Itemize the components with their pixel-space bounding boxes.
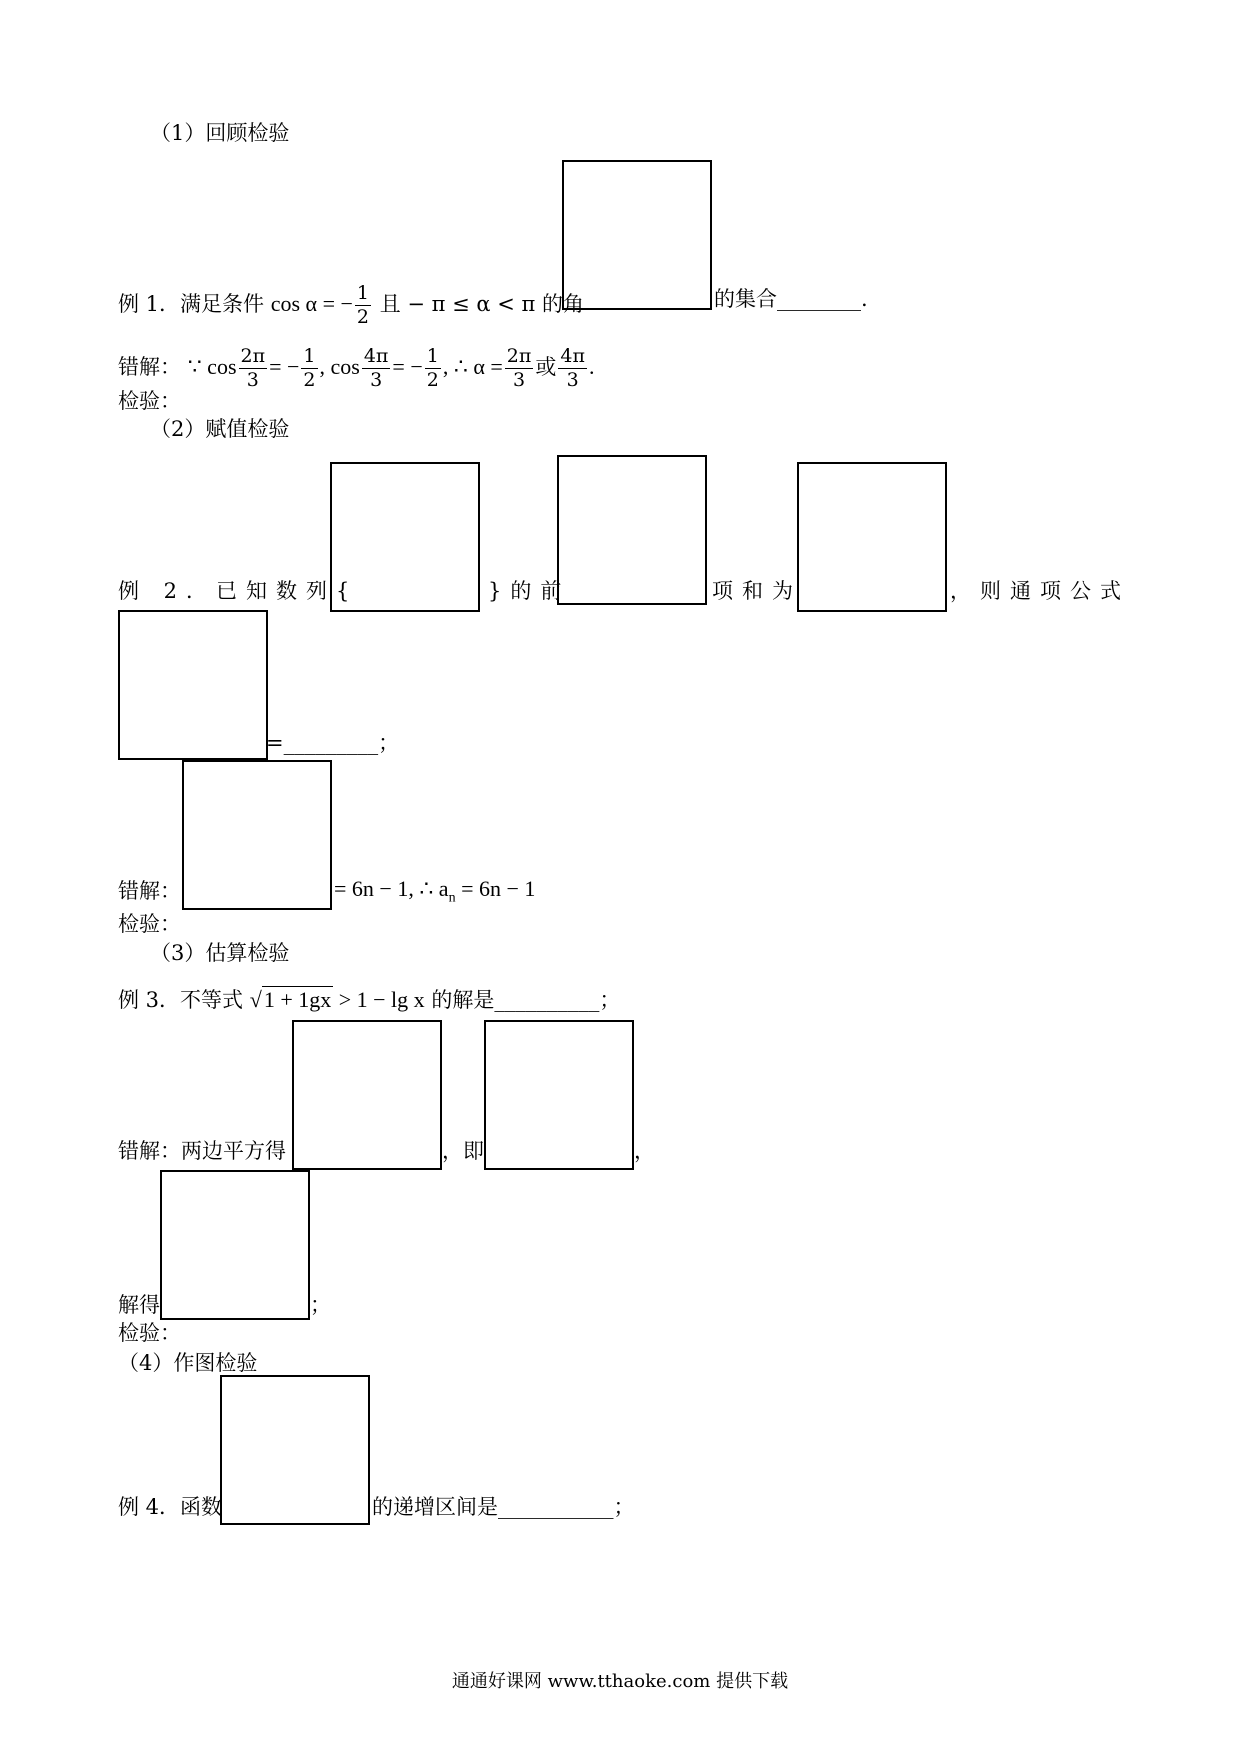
example-label: 例 3．不等式: [118, 988, 244, 1012]
math-expression: > 1 − lg x: [333, 987, 425, 1012]
math-expression: = 6n − 1, ∴ a: [334, 876, 449, 901]
example-4-tail: 的递增区间是___________；: [372, 1495, 635, 1519]
section-heading: （4）作图检验: [118, 1351, 258, 1375]
formula-image-box: [160, 1170, 310, 1320]
fraction: $\frac{4\pi}{3}$: [560, 345, 585, 391]
check-label: 检验：: [118, 912, 181, 936]
math-expression: , cos: [319, 354, 360, 379]
wrong-solution-2: [334, 876, 535, 911]
solve-label: 解得: [118, 1293, 160, 1317]
wrong-text: ，即: [442, 1139, 484, 1163]
math-expression: , ∴ α =: [442, 354, 503, 379]
example-3: [118, 986, 620, 1013]
wrong-label: 错解：: [118, 879, 181, 903]
example-1: [118, 282, 584, 329]
example-2-part: ，则通项公式: [950, 579, 1130, 603]
formula-image-box: [562, 160, 712, 310]
or-word: 或: [535, 355, 557, 379]
wrong-label: 错解：两边平方得: [118, 1139, 286, 1163]
wrong-label: 错解：: [118, 355, 181, 379]
example-text: 的解是__________；: [431, 988, 621, 1012]
page-footer: 通通好课网 www.tthaoke.com 提供下载: [451, 1671, 789, 1692]
math-expression: √1 + 1gx > 1 − lg x: [249, 987, 425, 1012]
math-expression: = −: [269, 354, 300, 379]
fraction: $\frac{2\pi}{3}$: [240, 345, 266, 391]
example-2-part: }的前: [488, 579, 571, 603]
math-expression: .: [588, 354, 595, 379]
formula-image-box: [182, 760, 332, 910]
fraction: $\frac{1}{2}$: [356, 282, 369, 328]
example-label: 例 1．满足条件: [118, 292, 265, 316]
solve-end: ；: [310, 1293, 331, 1317]
check-label: 检验：: [118, 1321, 181, 1345]
example-2-part: 项和为: [712, 579, 802, 603]
check-label: 检验：: [118, 389, 181, 413]
sqrt-content: 1 + 1gx: [263, 987, 332, 1012]
formula-image-box: [557, 455, 707, 605]
example-4-label: 例 4．函数: [118, 1495, 223, 1519]
example-2-tail: =_________；: [266, 731, 400, 755]
wrong-text: ，: [634, 1139, 655, 1163]
formula-image-box: [118, 610, 268, 760]
formula-image-box: [484, 1020, 634, 1170]
formula-image-box: [220, 1375, 370, 1525]
formula-image-box: [797, 462, 947, 612]
example-2-part: 例 2．已知数列{: [118, 579, 359, 603]
math-expression: = 6n − 1: [455, 876, 536, 901]
math-expression: ∵ cos: [187, 354, 237, 379]
fraction: $\frac{1}{2}$: [303, 345, 316, 391]
math-expression: = −: [392, 354, 423, 379]
math-expression: cos α = −: [270, 291, 353, 316]
example-text: 且 − π ≤ α < π 的角: [379, 292, 584, 316]
wrong-solution-1: [118, 345, 594, 392]
fraction: $\frac{2\pi}{3}$: [506, 345, 532, 391]
formula-image-box: [292, 1020, 442, 1170]
fraction: $\frac{1}{2}$: [426, 345, 439, 391]
example-1-tail: 的集合________.: [714, 287, 868, 311]
section-heading: （1）回顾检验: [150, 121, 290, 145]
subscript: n: [448, 890, 456, 906]
section-heading: （2）赋值检验: [150, 417, 290, 441]
section-heading: （3）估算检验: [150, 941, 290, 965]
fraction: $\frac{4\pi}{3}$: [363, 345, 389, 391]
